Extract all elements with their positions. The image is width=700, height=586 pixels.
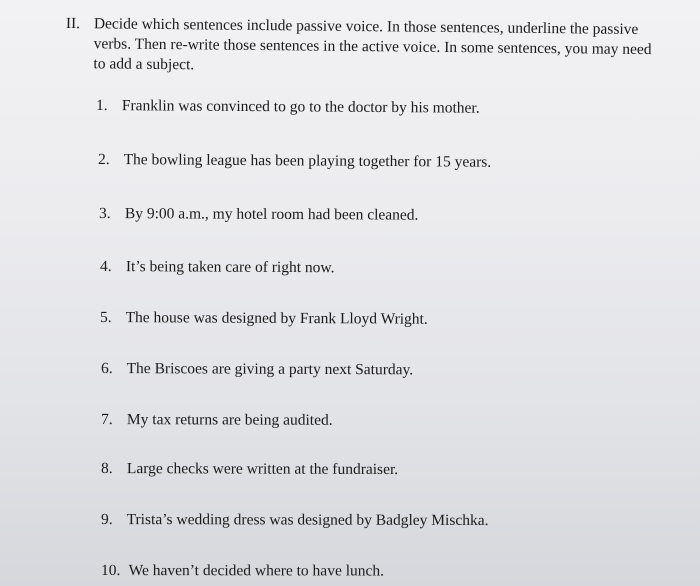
- sentence-item-5: [100, 308, 428, 330]
- sentence-text: The bowling league has been playing together for 15 years.: [123, 151, 492, 171]
- sentence-number: 8.: [100, 460, 113, 478]
- sentence-text: Trista’s wedding dress was designed by Badgley Mischka.: [126, 511, 489, 530]
- sentence-text: By 9:00 a.m., my hotel room had been cleaned.: [124, 205, 419, 224]
- sentence-number: 5.: [99, 309, 112, 327]
- sentence-number: 9.: [100, 511, 113, 529]
- sentence-item-9: [101, 510, 489, 531]
- sentence-number: 6.: [100, 360, 113, 378]
- sentence-item-4: [100, 257, 335, 278]
- sentence-text: Large checks were written at the fundraiser.: [126, 460, 399, 479]
- section-number: II.: [65, 14, 81, 33]
- sentence-item-8: [101, 459, 398, 480]
- sentence-number: 3.: [98, 205, 111, 223]
- sentence-item-3: [99, 204, 419, 226]
- sentence-number: 7.: [100, 411, 113, 429]
- sentence-number: 4.: [99, 258, 112, 276]
- sentence-number: 2.: [97, 151, 110, 169]
- sentence-item-6: [101, 359, 413, 380]
- sentence-item-1: [96, 96, 480, 119]
- sentence-text: The Briscoes are giving a party next Saturday.: [126, 360, 414, 379]
- sentence-item-7: [101, 410, 333, 431]
- sentence-text: The house was designed by Frank Lloyd Wright.: [125, 309, 428, 328]
- instructions-block: [65, 14, 666, 80]
- sentence-text: It’s being taken care of right now.: [125, 258, 335, 277]
- sentence-number: 1.: [95, 97, 108, 115]
- sentence-text: We haven’t decided where to have lunch.: [128, 562, 385, 580]
- sentence-text: My tax returns are being audited.: [126, 411, 333, 429]
- sentence-item-2: [98, 150, 491, 173]
- sentence-text: Franklin was convinced to go to the doctor by his mother.: [121, 97, 480, 117]
- instructions-text: Decide which sentences include passive voice. In those sentences, underline the passive verbs. Then re-write those sentences in the active voice. In some sentences, you may need to add a subject.: [93, 15, 652, 74]
- sentence-item-10: [101, 561, 384, 581]
- sentence-number: 10.: [100, 562, 121, 580]
